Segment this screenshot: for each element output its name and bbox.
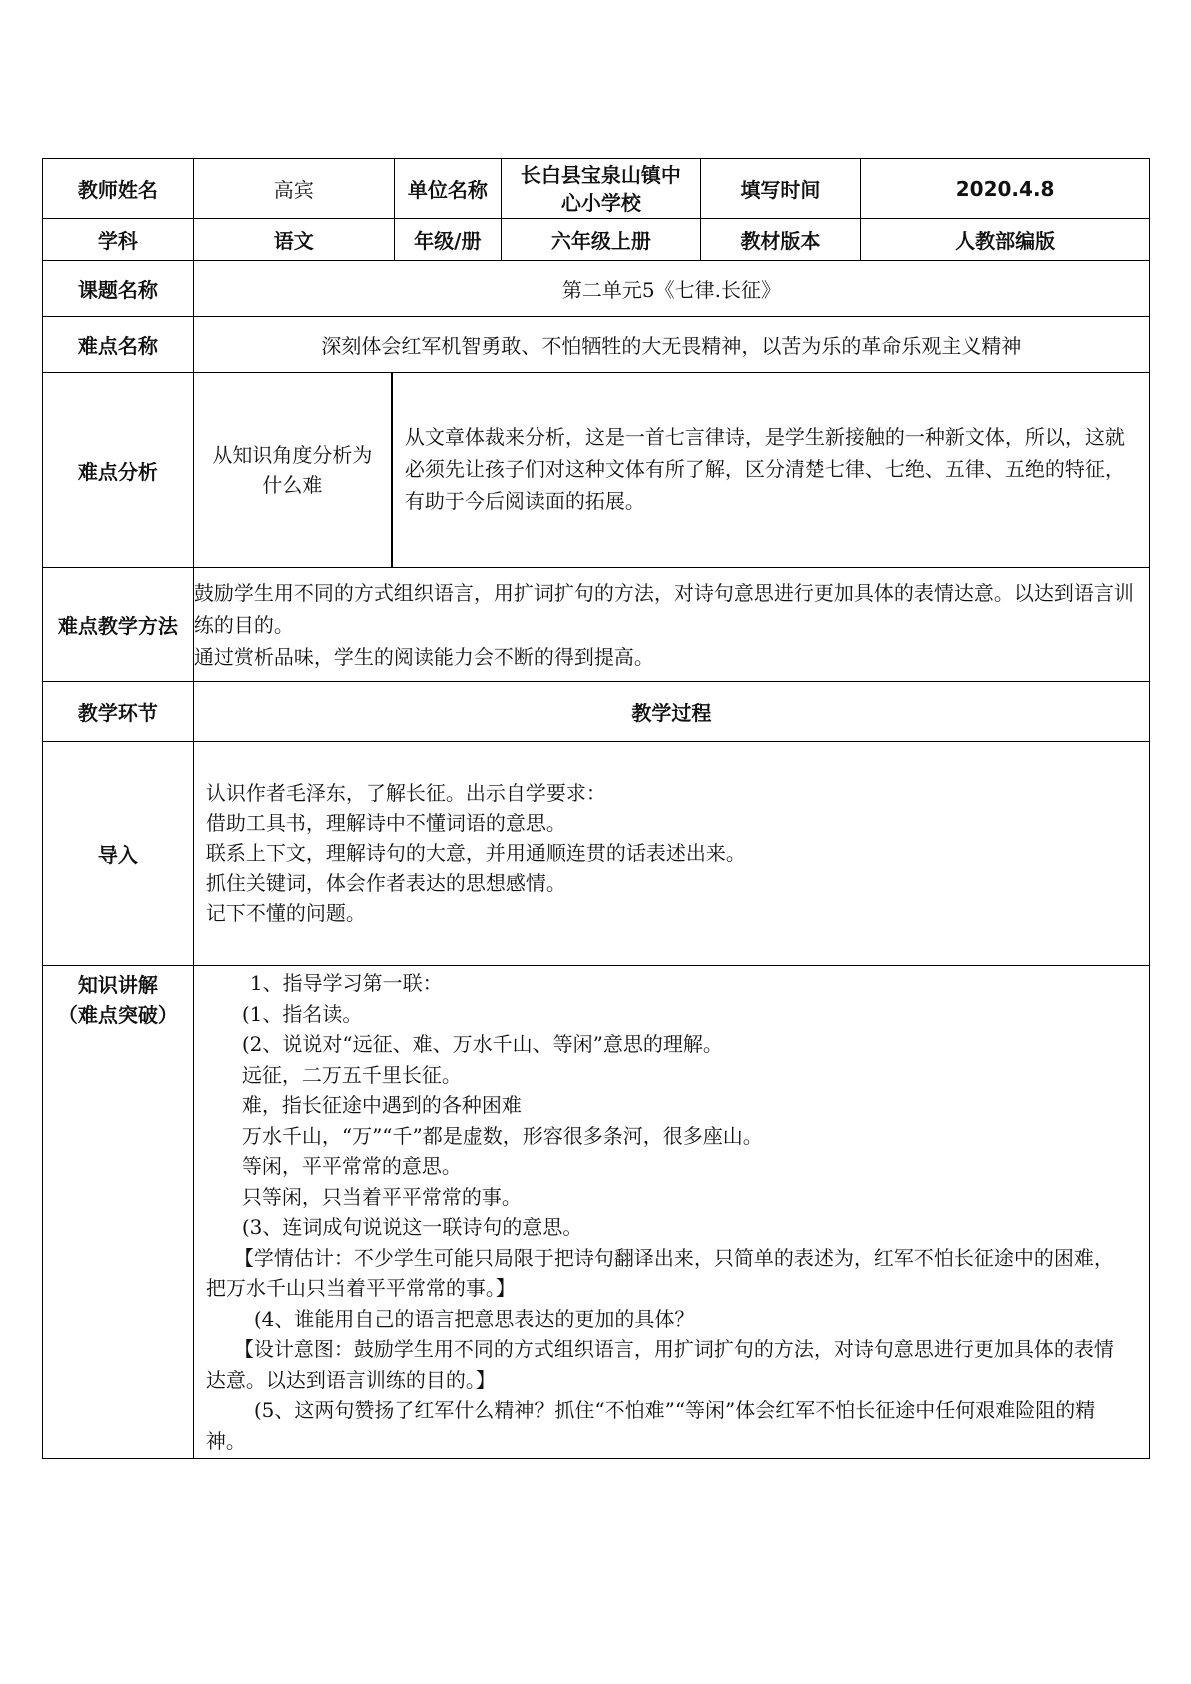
- intro-line: 借助工具书，理解诗中不懂词语的意思。: [205, 810, 566, 835]
- intro-line: 记下不懂的问题。: [205, 900, 366, 925]
- knowledge-line: (4、谁能用自己的语言把意思表达的更加的具体？: [253, 1306, 695, 1331]
- analysis-inner: [194, 373, 1149, 567]
- knowledge-line: (1、指名读。: [241, 1001, 363, 1026]
- analysis-label: 难点分析: [43, 373, 194, 568]
- topic-value: 第二单元5《七律.长征》: [193, 261, 1149, 317]
- grade-label: 年级/册: [394, 219, 501, 261]
- intro-row: [43, 742, 1150, 966]
- knowledge-line: 1、指导学习第一联：: [249, 971, 443, 995]
- lesson-plan-table: [42, 158, 1150, 1459]
- method-label: 难点教学方法: [43, 568, 194, 682]
- topic-row: [43, 261, 1150, 317]
- process-stage-label: 教学环节: [43, 682, 194, 742]
- unit-value: 长白县宝泉山镇中心小学校: [502, 159, 701, 219]
- method-line: 通过赏析品味，学生的阅读能力会不断的得到提高。: [193, 644, 654, 669]
- edition-value: 人教部编版: [861, 219, 1150, 261]
- topic-label: 课题名称: [43, 261, 194, 317]
- header-row-2: [43, 219, 1150, 261]
- process-header-row: [43, 682, 1150, 742]
- analysis-sub-label: 从知识角度分析为什么难: [194, 373, 392, 567]
- knowledge-line: 【设计意图：鼓励学生用不同的方式组织语言，用扩词扩句的方法，对诗句意思进行更加具体的表情达意。以达到语言训练的目的。】: [205, 1337, 1114, 1392]
- knowledge-label-line2: （难点突破）: [57, 1003, 178, 1027]
- intro-line: 认识作者毛泽东，了解长征。出示自学要求：: [205, 780, 606, 805]
- knowledge-line: 万水千山，“万”“千”都是虚数，形容很多条河，很多座山。: [241, 1123, 763, 1148]
- analysis-cell: [193, 373, 1149, 568]
- knowledge-line: (2、说说对“远征、难、万水千山、等闲”意思的理解。: [241, 1032, 723, 1056]
- process-label: 教学过程: [193, 682, 1149, 742]
- knowledge-line: 只等闲，只当着平平常常的事。: [241, 1184, 522, 1209]
- knowledge-line: 【学情估计：不少学生可能只局限于把诗句翻译出来，只简单的表述为，红军不怕长征途中的困难，把万水千山只当着平平常常的事。】: [205, 1245, 1114, 1300]
- difficulty-row: [43, 317, 1150, 373]
- method-text: [193, 568, 1149, 682]
- difficulty-value: 深刻体会红军机智勇敢、不怕牺牲的大无畏精神，以苦为乐的革命乐观主义精神: [193, 317, 1149, 373]
- date-value: 2020.4.8: [861, 159, 1150, 219]
- intro-text: [193, 742, 1149, 966]
- method-line: 鼓励学生用不同的方式组织语言，用扩词扩句的方法，对诗句意思进行更加具体的表情达意。以达到语言训练的目的。: [193, 580, 1134, 637]
- analysis-text: 从文章体裁来分析，这是一首七言律诗，是学生新接触的一种新文体，所以，这就必须先让孩子们对这种文体有所了解，区分清楚七律、七绝、五律、五绝的特征，有助于今后阅读面的拓展。: [404, 425, 1125, 513]
- intro-line: 联系上下文，理解诗句的大意，并用通顺连贯的话表述出来。: [205, 840, 746, 865]
- knowledge-row: [43, 966, 1150, 1459]
- method-row: [43, 568, 1150, 682]
- intro-label: 导入: [43, 742, 194, 966]
- intro-line: 抓住关键词，体会作者表达的思想感情。: [205, 870, 566, 895]
- knowledge-line: (5、这两句赞扬了红军什么精神？抓住“不怕难”“等闲”体会红军不怕长征途中任何艰难险阻的精神。: [205, 1398, 1096, 1453]
- knowledge-line: 等闲，平平常常的意思。: [241, 1154, 462, 1178]
- knowledge-label: [43, 966, 194, 1459]
- difficulty-label: 难点名称: [43, 317, 194, 373]
- grade-value: 六年级上册: [502, 219, 701, 261]
- date-label: 填写时间: [700, 159, 861, 219]
- edition-label: 教材版本: [700, 219, 861, 261]
- knowledge-line: (3、连词成句说说这一联诗句的意思。: [241, 1215, 583, 1239]
- unit-label: 单位名称: [394, 159, 501, 219]
- subject-value: 语文: [193, 219, 394, 261]
- teacher-value: 高宾: [193, 159, 394, 219]
- knowledge-line: 难，指长征途中遇到的各种困难: [241, 1093, 522, 1117]
- header-row-1: [43, 159, 1150, 219]
- analysis-row: [43, 373, 1150, 568]
- knowledge-line: 远征，二万五千里长征。: [241, 1062, 462, 1087]
- knowledge-label-line1: 知识讲解: [77, 973, 158, 997]
- subject-label: 学科: [43, 219, 194, 261]
- teacher-label: 教师姓名: [43, 159, 194, 219]
- knowledge-text: [193, 966, 1149, 1459]
